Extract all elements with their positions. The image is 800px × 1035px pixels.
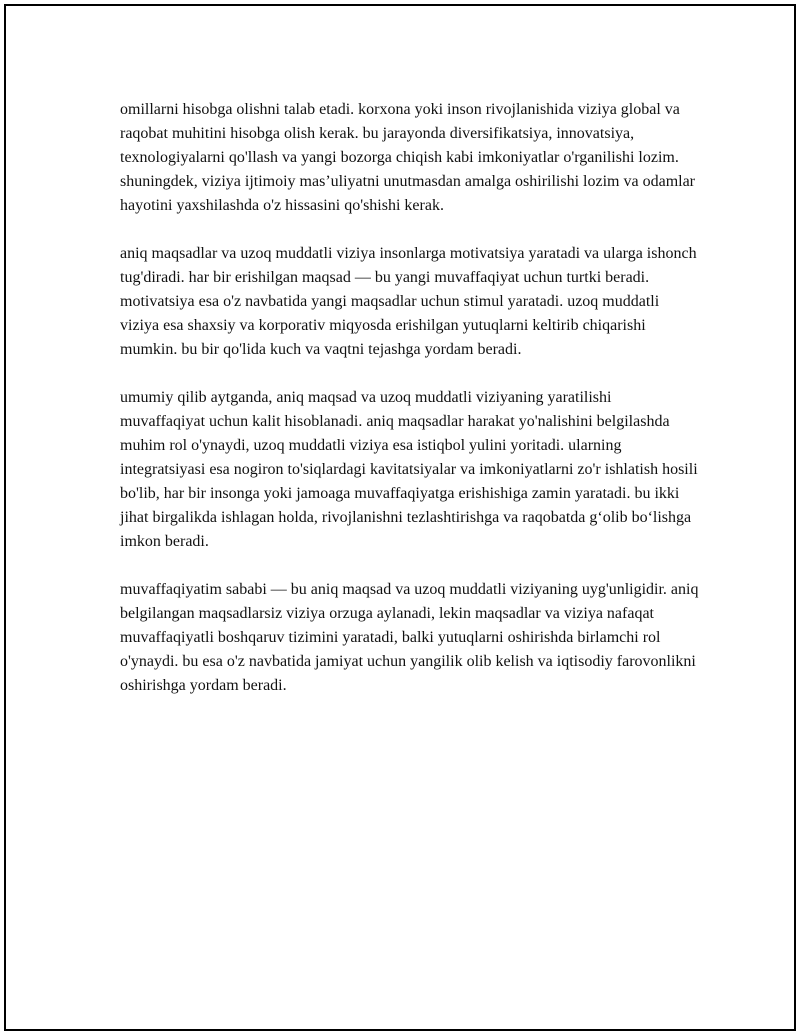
paragraph-2: aniq maqsadlar va uzoq muddatli viziya insonlarga motivatsiya yaratadi va ularga ishonch tug'diradi. har bir erishilgan maqsad — bu yangi muvaffaqiyat uchun turtki beradi. motivatsiya esa o'z navbatida yangi maqsadlar uchun stimul yaratadi. uzoq muddatli viziya esa shaxsiy va korporativ miqyosda erishilgan yutuqlarni keltirib chiqarishi mumkin. bu bir qo'lida kuch va vaqtni tejashga yordam beradi. — [120, 245, 697, 358]
paragraph-1: omillarni hisobga olishni talab etadi. korxona yoki inson rivojlanishida viziya global va raqobat muhitini hisobga olish kerak. bu jarayonda diversifikatsiya, innovatsiya, texnologiyalarni qo'llash va yangi bozorga chiqish kabi imkoniyatlar o'rganilishi lozim. shuningdek, viziya ijtimoiy mas’uliyatni unutmasdan amalga oshirilishi lozim va odamlar hayotini yaxshilashda o'z hissasini qo'shishi kerak. — [120, 101, 696, 214]
document-page — [4, 4, 796, 1031]
paragraph-4: muvaffaqiyatim sababi — bu aniq maqsad va uzoq muddatli viziyaning uyg'unligidir. aniq belgilangan maqsadlarsiz viziya orzuga aylanadi, lekin maqsadlar va viziya nafaqat muvaffaqiyatli boshqaruv tizimini yaratadi, balki yutuqlarni oshirishda birlamchi rol o'ynaydi. bu esa o'z navbatida jamiyat uchun yangilik olib kelish va iqtisodiy farovonlikni oshirishga yordam beradi. — [120, 581, 699, 694]
document-body — [120, 98, 700, 722]
paragraph-3: umumiy qilib aytganda, aniq maqsad va uzoq muddatli viziyaning yaratilishi muvaffaqiyat uchun kalit hisoblanadi. aniq maqsadlar harakat yo'nalishini belgilashda muhim rol o'ynaydi, uzoq muddatli viziya esa istiqbol yulini yoritadi. ularning integratsiyasi esa nogiron to'siqlardagi kavitatsiyalar va imkoniyatlarni zo'r ishlatish hosili bo'lib, har bir insonga yoki jamoaga muvaffaqiyatga erishishiga zamin yaratadi. bu ikki jihat birgalikda ishlagan holda, rivojlanishni tezlashtirishga va raqobatda g‘olib bo‘lishga imkon beradi. — [120, 389, 698, 550]
